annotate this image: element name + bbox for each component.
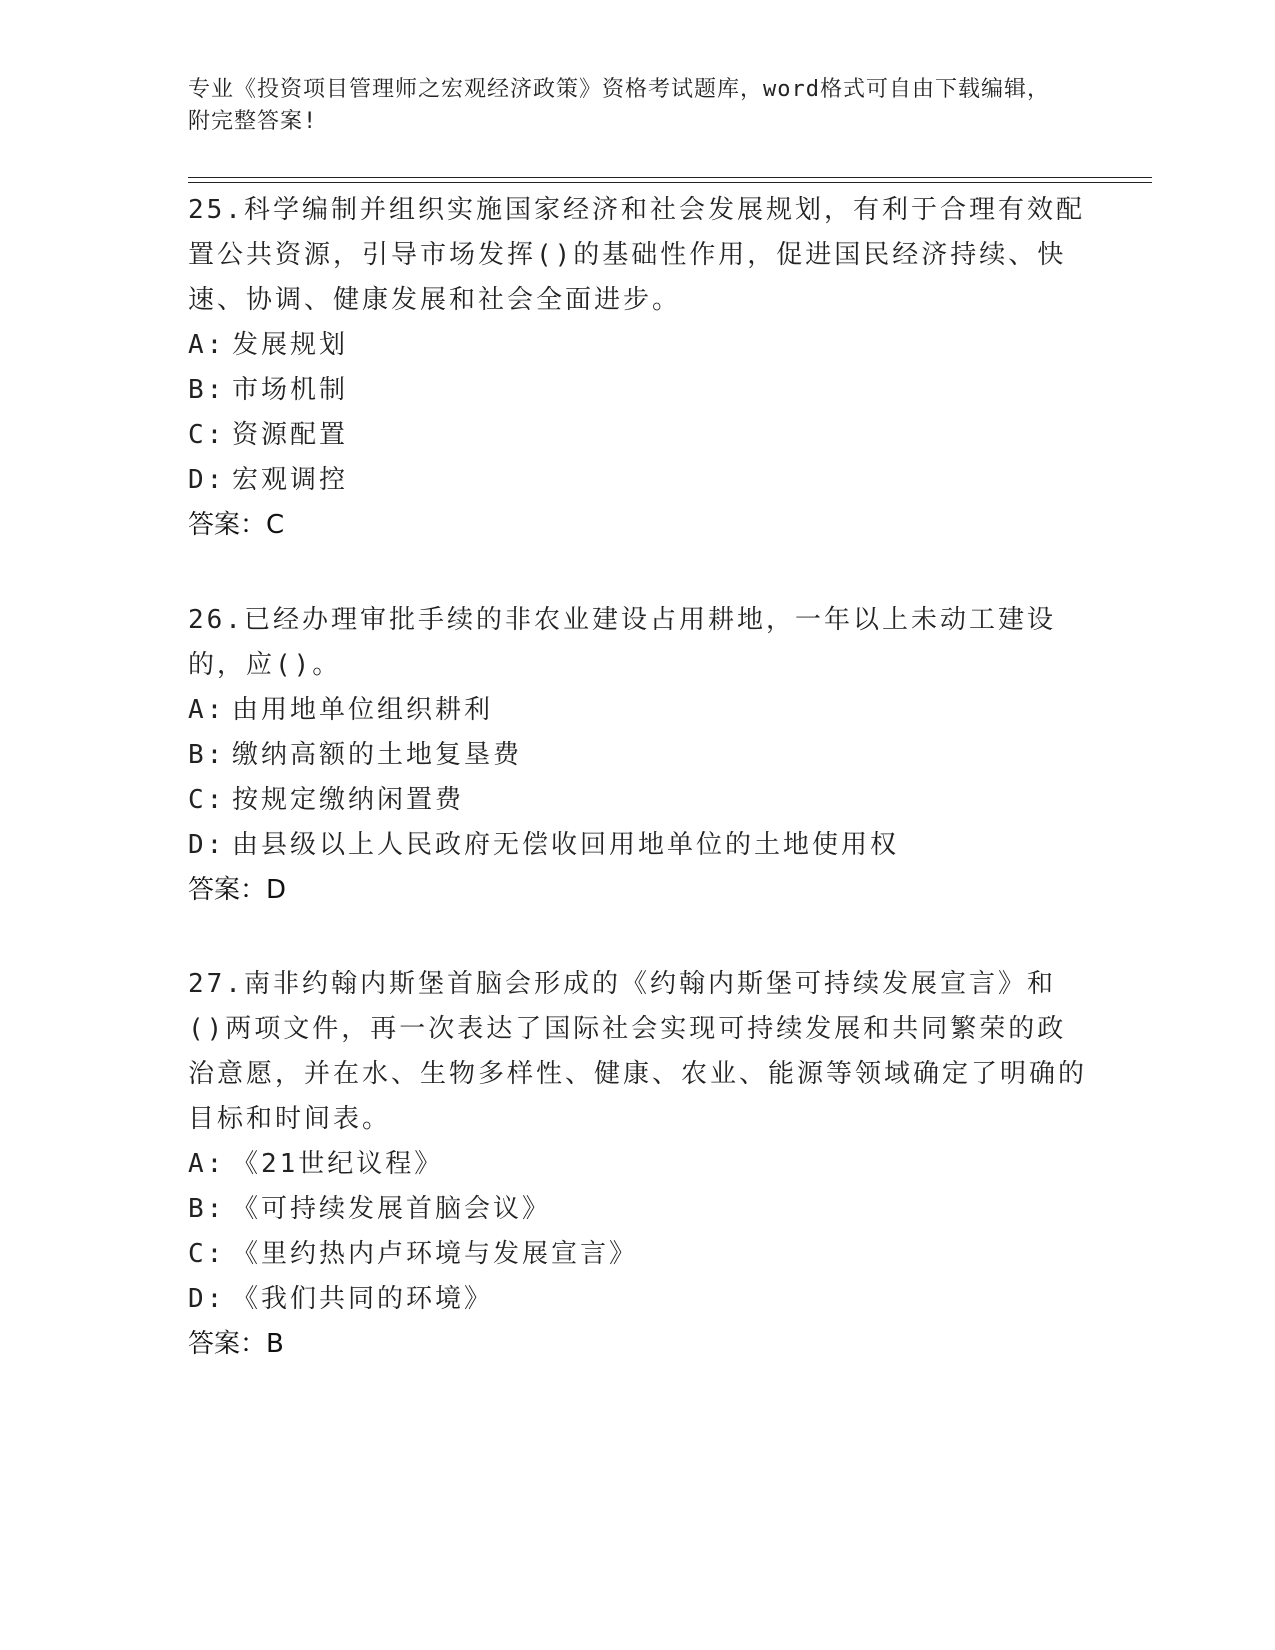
option-b — [188, 368, 1088, 413]
answer-line: 答案：B — [188, 1329, 284, 1359]
option-d — [188, 1277, 1088, 1322]
option-text: 《里约热内卢环境与发展宣言》 — [232, 1239, 639, 1269]
option-key: B: — [188, 1194, 226, 1224]
option-key: D: — [188, 1284, 226, 1314]
answer-line: 答案：C — [188, 510, 285, 540]
option-key: D: — [188, 830, 226, 860]
option-text: 宏观调控 — [232, 465, 349, 495]
option-a — [188, 1142, 1088, 1187]
question-stem: 27.南非约翰内斯堡首脑会形成的《约翰内斯堡可持续发展宣言》和()两项文件，再一次表达了国际社会实现可持续发展和共同繁荣的政治意愿，并在水、生物多样性、健康、农业、能源等领域确定了明确的目标和时间表。 — [188, 969, 1088, 1134]
option-key: A: — [188, 695, 226, 725]
option-text: 《可持续发展首脑会议》 — [232, 1194, 552, 1224]
option-c — [188, 1232, 1088, 1277]
option-a — [188, 688, 1088, 733]
option-d — [188, 458, 1088, 503]
option-text: 资源配置 — [232, 420, 349, 450]
option-b — [188, 1187, 1088, 1232]
option-text: 缴纳高额的土地复垦费 — [232, 740, 523, 770]
question-stem: 26.已经办理审批手续的非农业建设占用耕地，一年以上未动工建设的，应()。 — [188, 605, 1056, 680]
option-a — [188, 323, 1088, 368]
option-key: A: — [188, 330, 226, 360]
option-text: 《21世纪议程》 — [232, 1149, 444, 1179]
question-25 — [188, 188, 1088, 548]
header-divider-top — [188, 177, 1152, 178]
option-b — [188, 733, 1088, 778]
option-text: 《我们共同的环境》 — [232, 1284, 494, 1314]
header-divider-bottom — [188, 182, 1152, 183]
option-d — [188, 823, 1088, 868]
question-stem: 25.科学编制并组织实施国家经济和社会发展规划，有利于合理有效配置公共资源，引导市场发挥()的基础性作用，促进国民经济持续、快速、协调、健康发展和社会全面进步。 — [188, 195, 1085, 315]
option-text: 由县级以上人民政府无偿收回用地单位的土地使用权 — [232, 830, 900, 860]
option-c — [188, 778, 1088, 823]
option-text: 按规定缴纳闲置费 — [232, 785, 465, 815]
option-key: A: — [188, 1149, 226, 1179]
option-key: C: — [188, 420, 226, 450]
option-text: 由用地单位组织耕利 — [232, 695, 494, 725]
answer-line: 答案：D — [188, 875, 287, 905]
document-header: 专业《投资项目管理师之宏观经济政策》资格考试题库，word格式可自由下载编辑，附完整答案! — [188, 77, 1050, 134]
option-key: D: — [188, 465, 226, 495]
option-key: C: — [188, 1239, 226, 1269]
option-text: 发展规划 — [232, 330, 349, 360]
question-27 — [188, 962, 1088, 1367]
option-text: 市场机制 — [232, 375, 349, 405]
option-key: C: — [188, 785, 226, 815]
question-26 — [188, 598, 1088, 913]
option-key: B: — [188, 740, 226, 770]
option-key: B: — [188, 375, 226, 405]
option-c — [188, 413, 1088, 458]
